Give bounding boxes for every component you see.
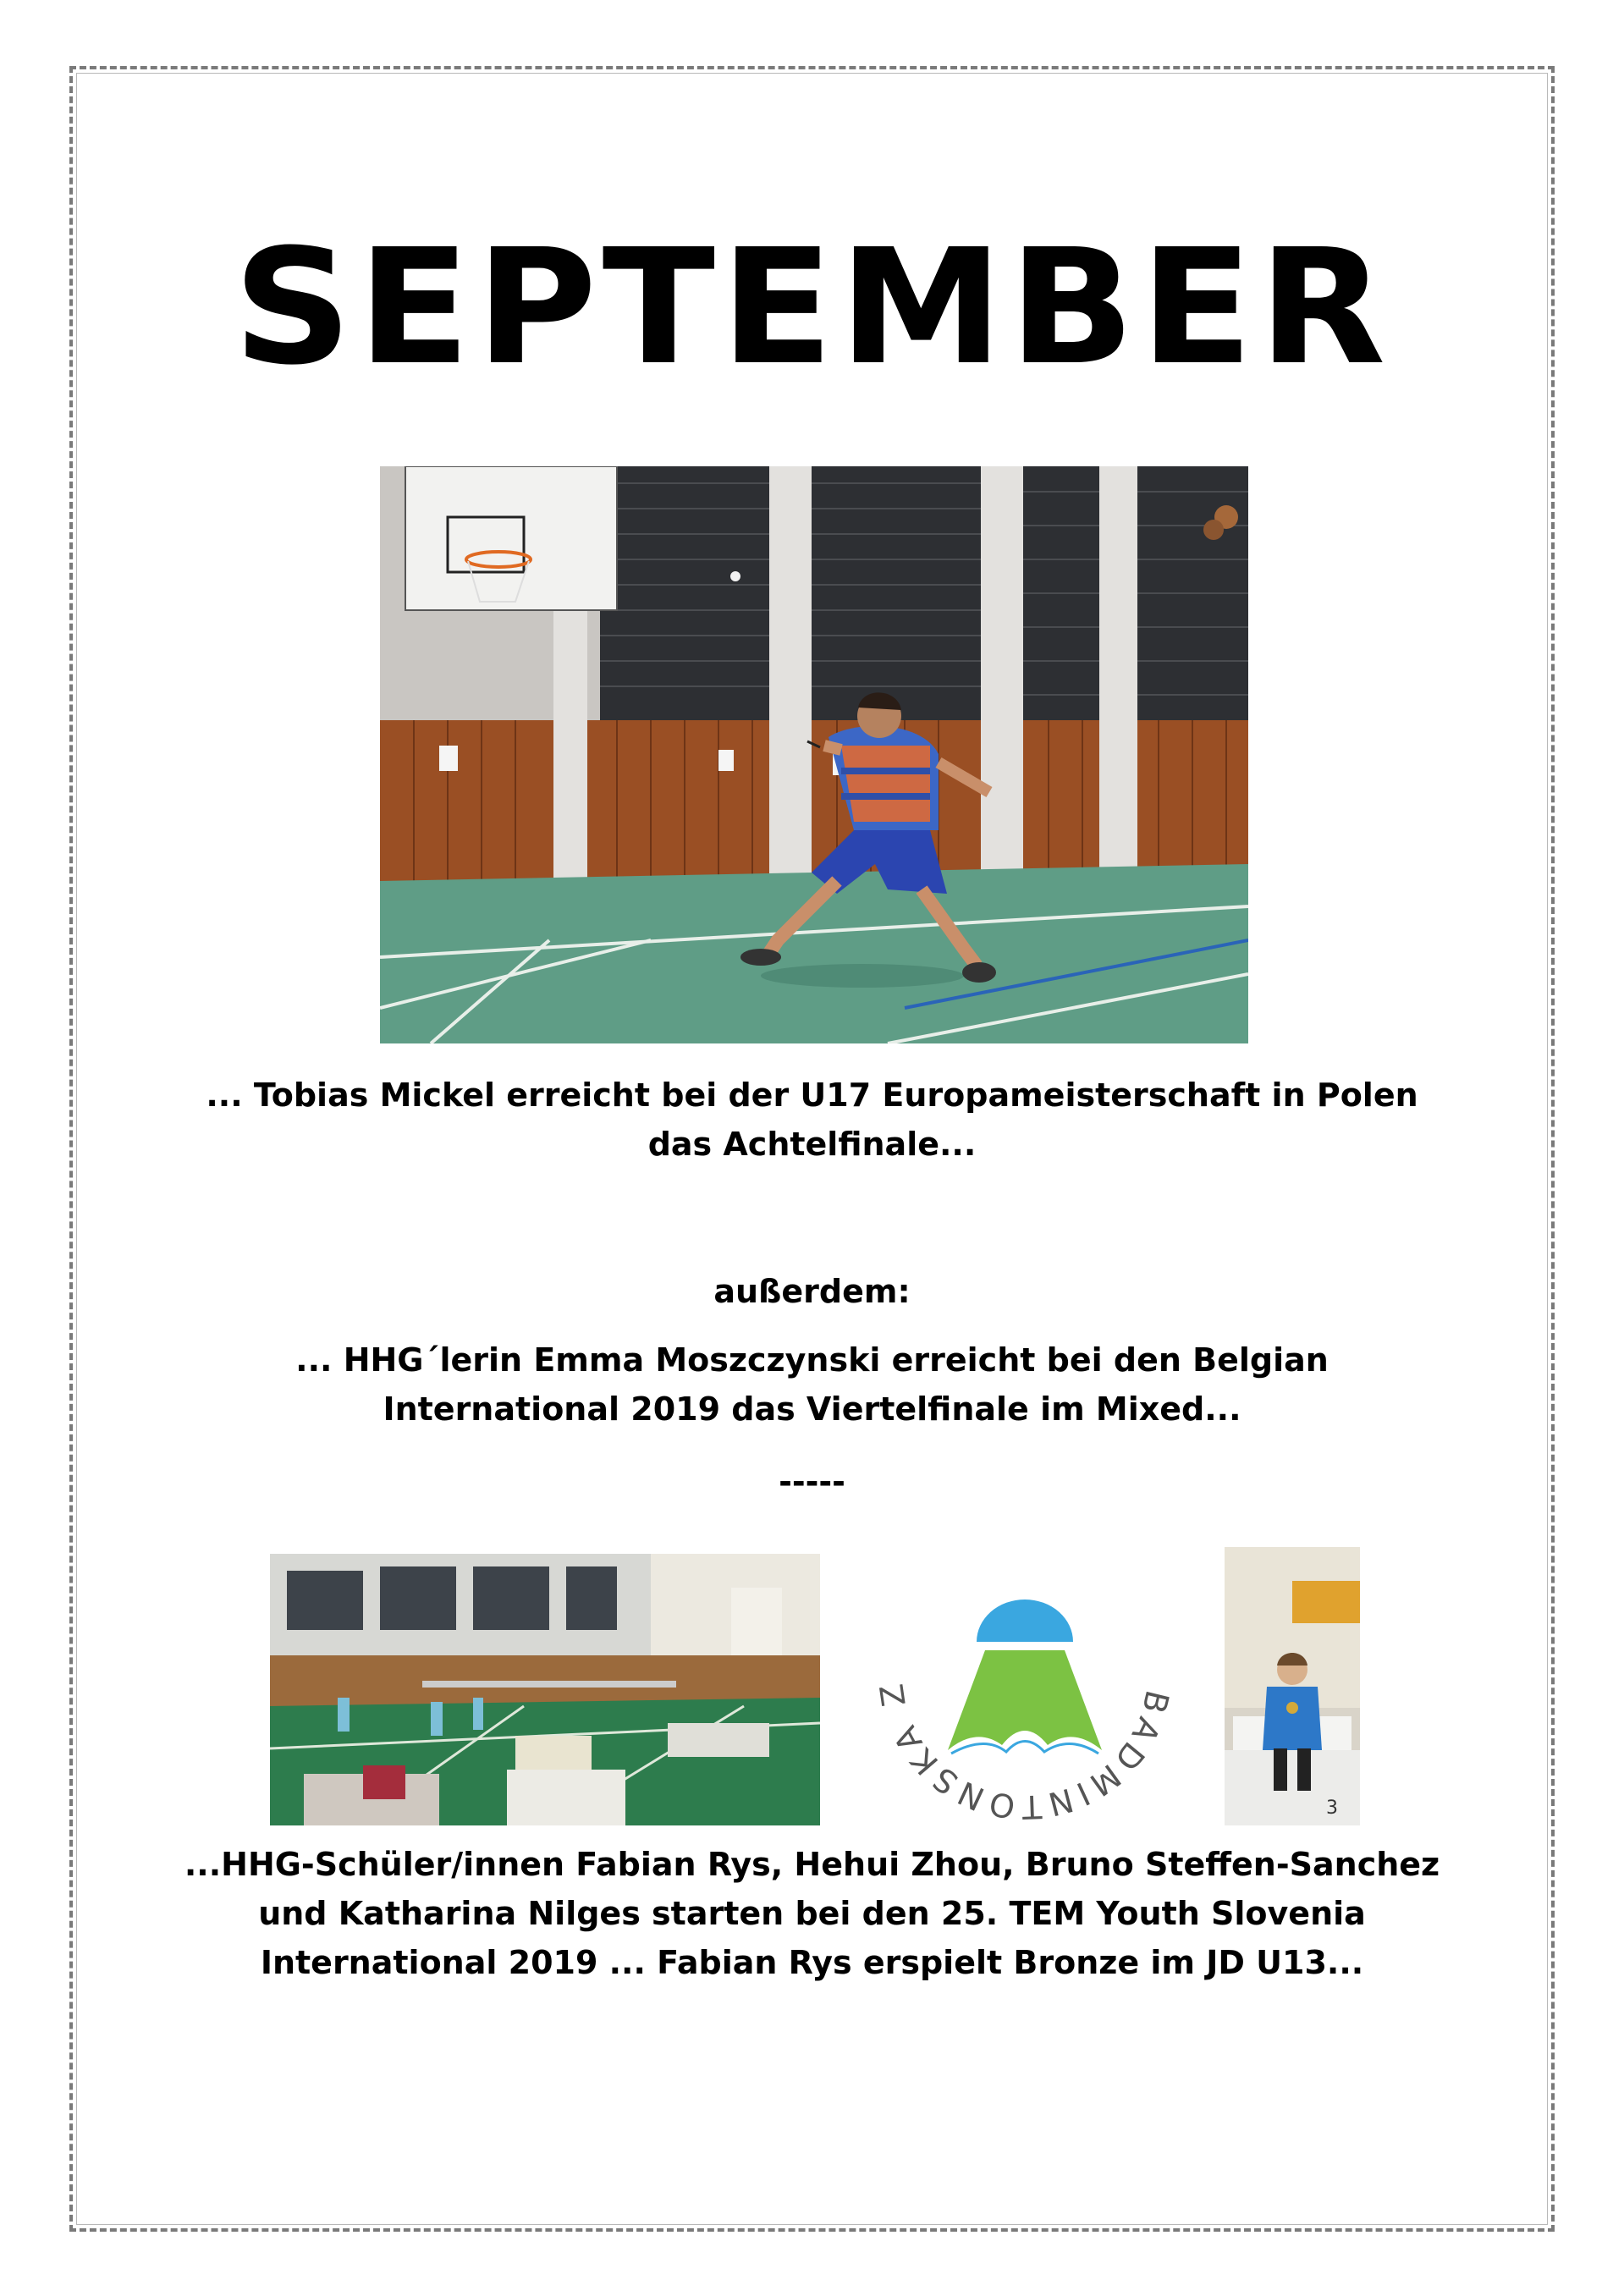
also-label-text: außerdem: (713, 1273, 911, 1310)
story-tobias-line2: das Achtelfinale... (647, 1126, 977, 1163)
story-tobias-line1: ... Tobias Mickel erreicht bei der U17 Europameisterschaft in Polen (206, 1076, 1418, 1114)
badminton-slovenia-logo (875, 1523, 1175, 1823)
story-slovenia-line3: International 2019 ... Fabian Rys erspielt Bronze im JD U13... (260, 1944, 1364, 1981)
svg-text:3: 3 (1326, 1798, 1338, 1819)
page-title: SEPTEMBER (233, 215, 1391, 400)
story-emma (169, 1335, 1455, 1434)
story-tobias (169, 1071, 1455, 1169)
podium-photo (1225, 1547, 1360, 1825)
also-label (169, 1267, 1455, 1316)
story-emma-line2: International 2019 das Viertelfinale im Mixed... (383, 1390, 1241, 1428)
logo-ring-text: BADMINTONSKA Z (875, 1677, 1175, 1823)
story-emma-line1: ... HHG´lerin Emma Moszczynski erreicht bei den Belgian (295, 1341, 1329, 1379)
separator-text: ----- (779, 1463, 845, 1500)
tournament-hall-photo (270, 1554, 820, 1825)
main-photo (380, 466, 1248, 1043)
separator (169, 1457, 1455, 1506)
story-slovenia-line1: ...HHG-Schüler/innen Fabian Rys, Hehui Zhou, Bruno Steffen-Sanchez (184, 1846, 1440, 1883)
story-slovenia (135, 1840, 1489, 1987)
story-slovenia-line2: und Katharina Nilges starten bei den 25. TEM Youth Slovenia (258, 1895, 1366, 1932)
